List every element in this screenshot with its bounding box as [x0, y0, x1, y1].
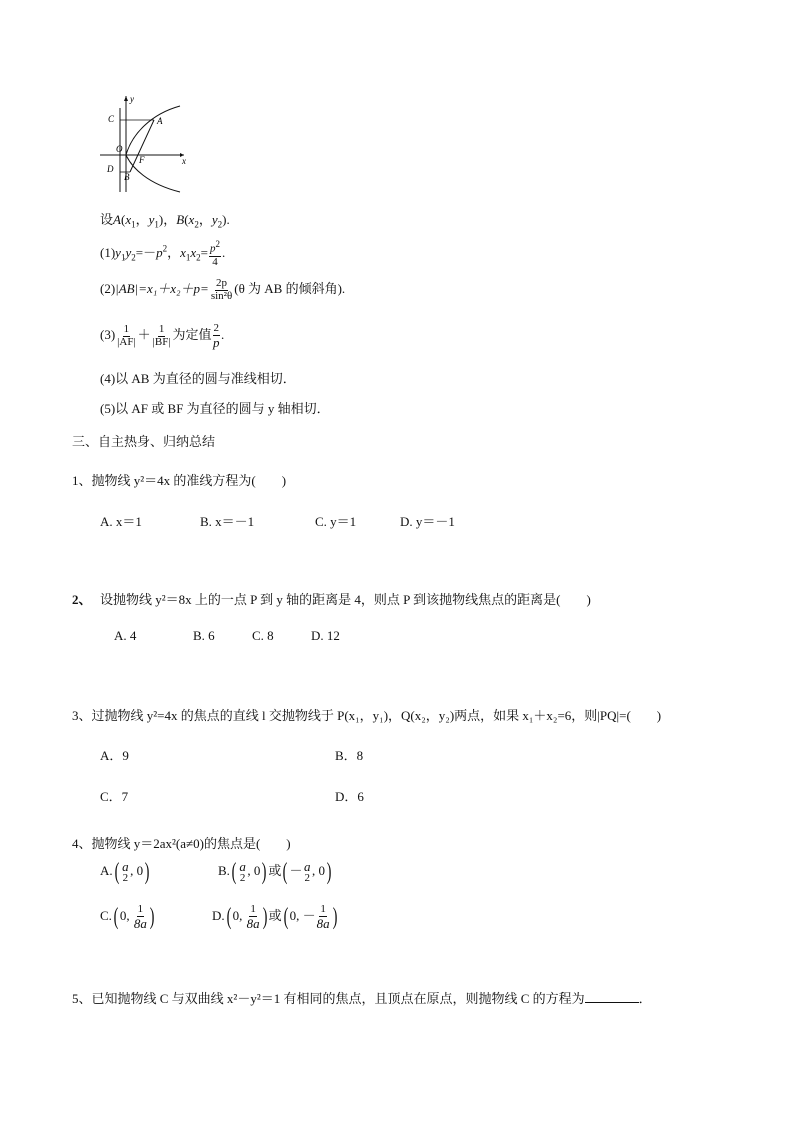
- property-3: (3) $\frac{1}{|AF|}$ ＋ $\frac{1}{|BF|}$ 为定值 $\frac{2}{p}$ .: [100, 322, 225, 350]
- label-b: B: [124, 172, 130, 182]
- fraction-p2-over-4: $\frac{p^2}{4}$: [210, 239, 220, 268]
- question-3-option-d[interactable]: D．6: [335, 789, 364, 804]
- label-y: y: [130, 94, 134, 104]
- question-2-option-b[interactable]: B. 6: [193, 628, 215, 643]
- label-o: O: [116, 144, 123, 154]
- property-5: (5)以 AF 或 BF 为直径的圆与 y 轴相切．: [100, 401, 330, 416]
- question-5-stem: 5、已知抛物线 C 与双曲线 x²－y²＝1 有相同的焦点，且顶点在原点，则抛物线 C 的方程为: [72, 991, 585, 1006]
- label-a: A: [157, 116, 163, 126]
- fraction-1-over-bf: $\frac{1}{|BF|}$: [152, 323, 171, 348]
- question-4-option-a[interactable]: A.( a 2 , 0): [100, 859, 150, 885]
- label-f: F: [139, 155, 145, 165]
- question-4-option-d[interactable]: D.( 0, $\frac{1}{8a}$ ) 或( 0, － $\frac{1}{8a}$ ): [212, 903, 338, 931]
- property-1: $(1)y_1y_2=-p^2$，$x_1x_2=$ $\frac{p^2}{4}$ .: [100, 239, 226, 268]
- fraction-2p-over-sin2: $\frac{2p}{\text{sin²θ}}$: [210, 277, 233, 303]
- parabola-curve: [126, 106, 180, 192]
- question-2-stem: 设抛物线 y²＝8x 上的一点 P 到 y 轴的距离是 4，则点 P 到该抛物线焦点的距离是( ): [100, 592, 591, 607]
- question-4-stem: 4、抛物线 y＝2ax²(a≠0)的焦点是( ): [72, 836, 291, 851]
- question-1-option-d[interactable]: D. y＝－1: [400, 514, 455, 529]
- question-3-stem: 3、过抛物线 y²=4x 的焦点的直线 l 交抛物线于 P(x₁，y₁)，Q(x₂，y₂)两点，如果 x₁＋x₂=6，则|PQ|=( ): [72, 708, 662, 723]
- property-2: (2)|AB|=x₁＋x₂＋p= $\frac{2p}{\text{sin²θ}}$ (θ 为 AB 的倾斜角).: [100, 277, 346, 303]
- question-1-option-c[interactable]: C. y＝1: [315, 514, 357, 529]
- property-4: (4)以 AB 为直径的圆与准线相切．: [100, 371, 296, 386]
- question-5: 5、已知抛物线 C 与双曲线 x²－y²＝1 有相同的焦点，且顶点在原点，则抛物线 C 的方程为 ．: [72, 991, 652, 1006]
- intro-line: 设$A(x_1$，$y_1$)，$B(x_2$，$y_2$).: [100, 212, 230, 230]
- question-4-option-c[interactable]: C.( 0, $\frac{1}{8a}$ ): [100, 903, 155, 931]
- y-axis-arrow: [124, 96, 128, 101]
- question-3-option-a[interactable]: A．9: [100, 748, 129, 763]
- question-3-option-c[interactable]: C．7: [100, 789, 129, 804]
- question-4-option-b[interactable]: B.( a 2 , 0) 或( － a 2 , 0): [218, 859, 332, 886]
- question-2-option-a[interactable]: A. 4: [114, 628, 137, 643]
- answer-blank[interactable]: [585, 990, 639, 1003]
- fraction-1-over-af: $\frac{1}{|AF|}$: [117, 323, 136, 348]
- question-2-number: 2、: [72, 592, 92, 607]
- label-d: D: [107, 164, 114, 174]
- fraction-2-over-p: $\frac{2}{p}$: [213, 322, 220, 350]
- question-2-option-c[interactable]: C. 8: [252, 628, 274, 643]
- question-1-option-a[interactable]: A. x＝1: [100, 514, 142, 529]
- question-1-stem: 1、抛物线 y²＝4x 的准线方程为( ): [72, 473, 287, 488]
- question-1-option-b[interactable]: B. x＝－1: [200, 514, 255, 529]
- question-2-option-d[interactable]: D. 12: [311, 628, 340, 643]
- label-c: C: [108, 114, 115, 124]
- label-x: x: [182, 156, 186, 166]
- parabola-figure: [96, 92, 192, 196]
- question-3-option-b[interactable]: B．8: [335, 748, 364, 763]
- section-title: 三、自主热身、归纳总结: [72, 434, 216, 449]
